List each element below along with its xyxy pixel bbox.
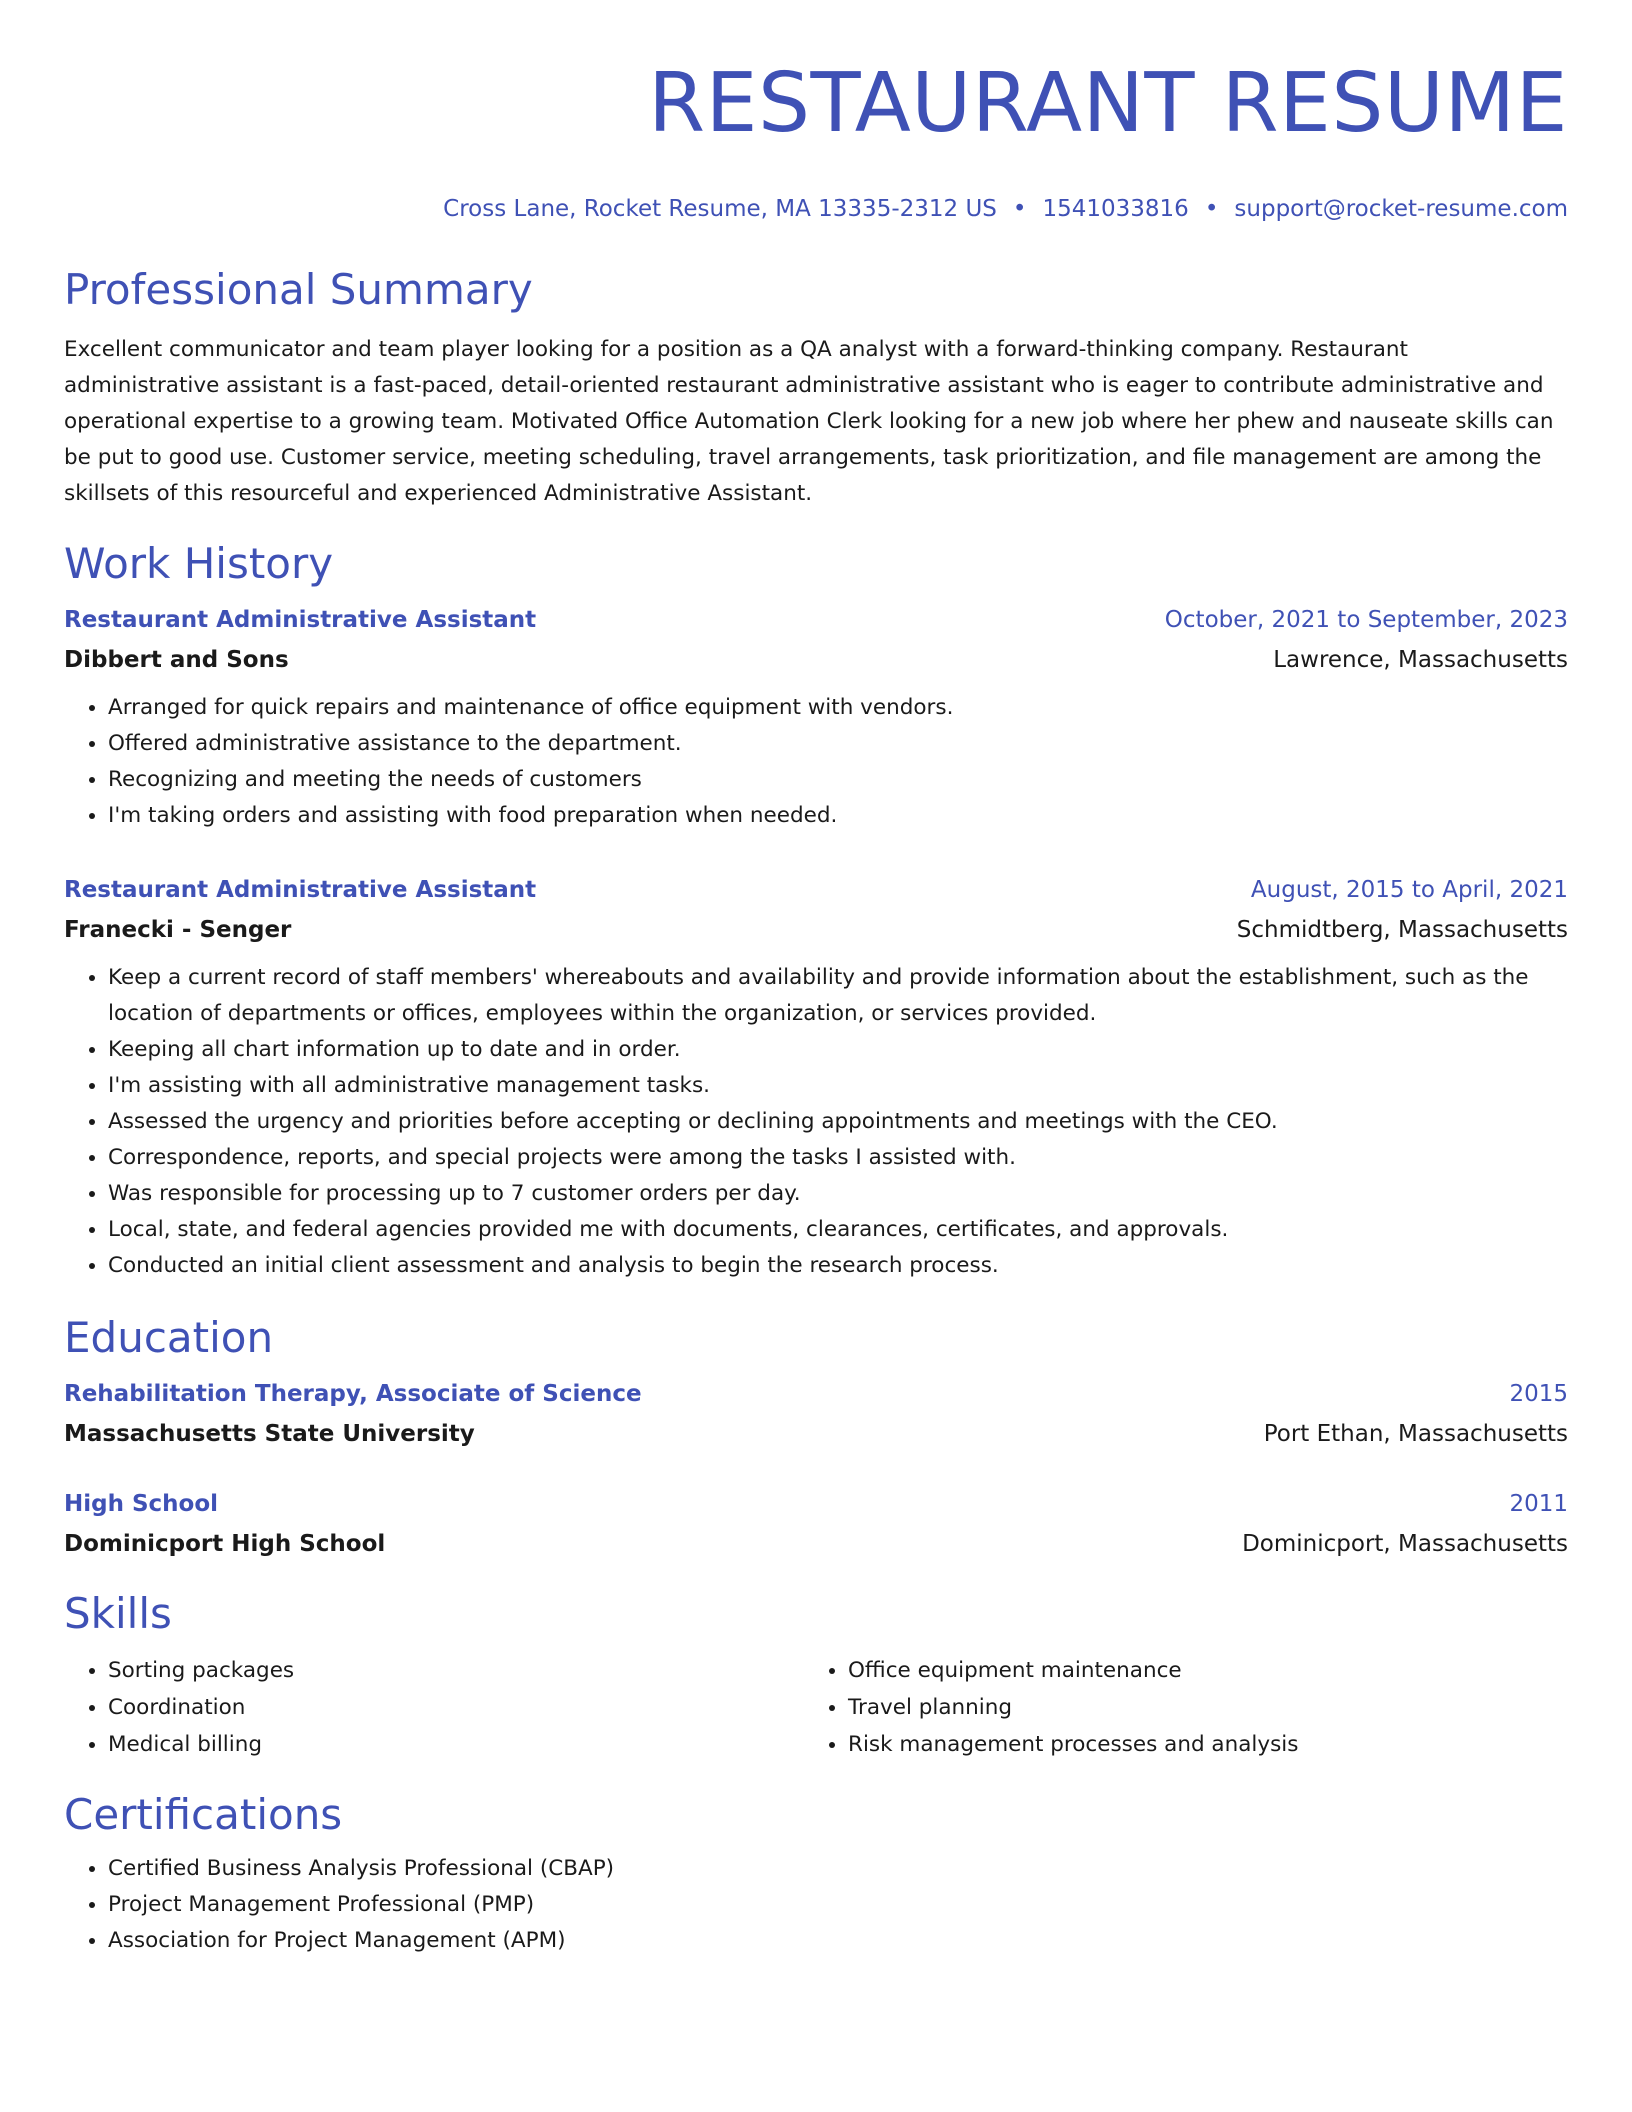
work-history-section — [64, 538, 1568, 1284]
resume-name: RESTAURANT RESUME — [648, 56, 1568, 151]
education-section — [64, 1312, 1568, 1564]
education-degree: Rehabilitation Therapy, Associate of Science — [64, 1381, 642, 1407]
contact-separator: • — [1012, 196, 1027, 222]
resume-header — [64, 56, 1568, 224]
education-degree: High School — [64, 1491, 219, 1517]
certification-item: • Association for Project Management (APM) — [108, 1923, 1568, 1959]
job-dates: August, 2015 to April, 2021 — [1250, 877, 1568, 903]
skill-item: • Coordination — [108, 1689, 804, 1726]
job-entry — [64, 870, 1568, 1284]
skills-column-left — [64, 1652, 804, 1763]
education-location: Port Ethan, Massachusetts — [1263, 1421, 1568, 1447]
job-bullet: • Conducted an initial client assessment and analysis to begin the research process. — [108, 1248, 1568, 1284]
job-company-row — [64, 910, 1568, 950]
skills-grid — [64, 1652, 1568, 1763]
job-bullet: • Keep a current record of staff members' whereabouts and availability and provide information about the establishment, such as the location of departments or offices, employees within the organization, or services provided. — [108, 960, 1568, 1032]
job-bullet: • Local, state, and federal agencies provided me with documents, clearances, certificates, and approvals. — [108, 1212, 1568, 1248]
skills-title: Skills — [64, 1589, 172, 1638]
job-role: Restaurant Administrative Assistant — [64, 607, 537, 633]
certifications-list — [64, 1851, 1568, 1959]
job-bullet: • Assessed the urgency and priorities before accepting or declining appointments and meetings with the CEO. — [108, 1104, 1568, 1140]
education-school: Massachusetts State University — [64, 1421, 475, 1447]
job-bullet: • I'm assisting with all administrative management tasks. — [108, 1068, 1568, 1104]
skills-section — [64, 1588, 1568, 1763]
job-bullet: • Was responsible for processing up to 7 customer orders per day. — [108, 1176, 1568, 1212]
job-location: Lawrence, Massachusetts — [1273, 647, 1568, 673]
summary-text: Excellent communicator and team player looking for a position as a QA analyst with a forward-thinking company. Restaurant administrative assistant is a fast-paced, detail-oriented restaurant administrative assistant who is eager to contribute administrative and operational expertise to a growing team. Motivated Office Automation Clerk looking for a new job where her phew and nauseate skills can be put to good use. Customer service, meeting scheduling, travel arrangements, task prioritization, and file management are among the skillsets of this resourceful and experienced Administrative Assistant. — [64, 337, 1554, 506]
education-entry — [64, 1374, 1568, 1454]
job-entry — [64, 600, 1568, 834]
job-bullet: • Recognizing and meeting the needs of customers — [108, 762, 1568, 798]
certifications-section — [64, 1789, 1568, 1959]
contact-separator: • — [1204, 196, 1219, 222]
work-history-title: Work History — [64, 539, 334, 588]
job-company: Dibbert and Sons — [64, 647, 289, 673]
skill-item: • Risk management processes and analysis — [848, 1726, 1544, 1763]
job-header-row — [64, 870, 1568, 910]
job-bullet: • Correspondence, reports, and special projects were among the tasks I assisted with. — [108, 1140, 1568, 1176]
job-dates: October, 2021 to September, 2023 — [1164, 607, 1568, 633]
education-year: 2011 — [1509, 1491, 1568, 1517]
skill-item: • Medical billing — [108, 1726, 804, 1763]
job-location: Schmidtberg, Massachusetts — [1236, 917, 1568, 943]
certifications-title: Certifications — [64, 1790, 343, 1839]
education-header-row — [64, 1374, 1568, 1414]
job-company: Franecki - Senger — [64, 917, 292, 943]
job-bullets — [64, 960, 1568, 1284]
job-bullet: • I'm taking orders and assisting with food preparation when needed. — [108, 798, 1568, 834]
job-header-row — [64, 600, 1568, 640]
contact-email[interactable]: support@rocket-resume.com — [1234, 196, 1568, 222]
contact-phone: 1541033816 — [1042, 196, 1189, 222]
education-header-row — [64, 1484, 1568, 1524]
contact-line — [64, 194, 1568, 224]
skills-column-right — [804, 1652, 1544, 1763]
education-entry — [64, 1484, 1568, 1564]
education-location: Dominicport, Massachusetts — [1242, 1531, 1568, 1557]
job-bullet: • Keeping all chart information up to date and in order. — [108, 1032, 1568, 1068]
job-bullets — [64, 690, 1568, 834]
job-bullet: • Arranged for quick repairs and maintenance of office equipment with vendors. — [108, 690, 1568, 726]
contact-address: Cross Lane, Rocket Resume, MA 13335-2312 US — [443, 196, 997, 222]
job-bullet: • Offered administrative assistance to the department. — [108, 726, 1568, 762]
education-school: Dominicport High School — [64, 1531, 386, 1557]
education-year: 2015 — [1509, 1381, 1568, 1407]
skill-item: • Sorting packages — [108, 1652, 804, 1689]
certification-item: • Certified Business Analysis Professional (CBAP) — [108, 1851, 1568, 1887]
education-school-row — [64, 1414, 1568, 1454]
summary-title: Professional Summary — [64, 265, 533, 314]
summary-section — [64, 264, 1568, 512]
certification-item: • Project Management Professional (PMP) — [108, 1887, 1568, 1923]
education-title: Education — [64, 1313, 274, 1362]
skill-item: • Travel planning — [848, 1689, 1544, 1726]
education-school-row — [64, 1524, 1568, 1564]
job-role: Restaurant Administrative Assistant — [64, 877, 537, 903]
skill-item: • Office equipment maintenance — [848, 1652, 1544, 1689]
job-company-row — [64, 640, 1568, 680]
